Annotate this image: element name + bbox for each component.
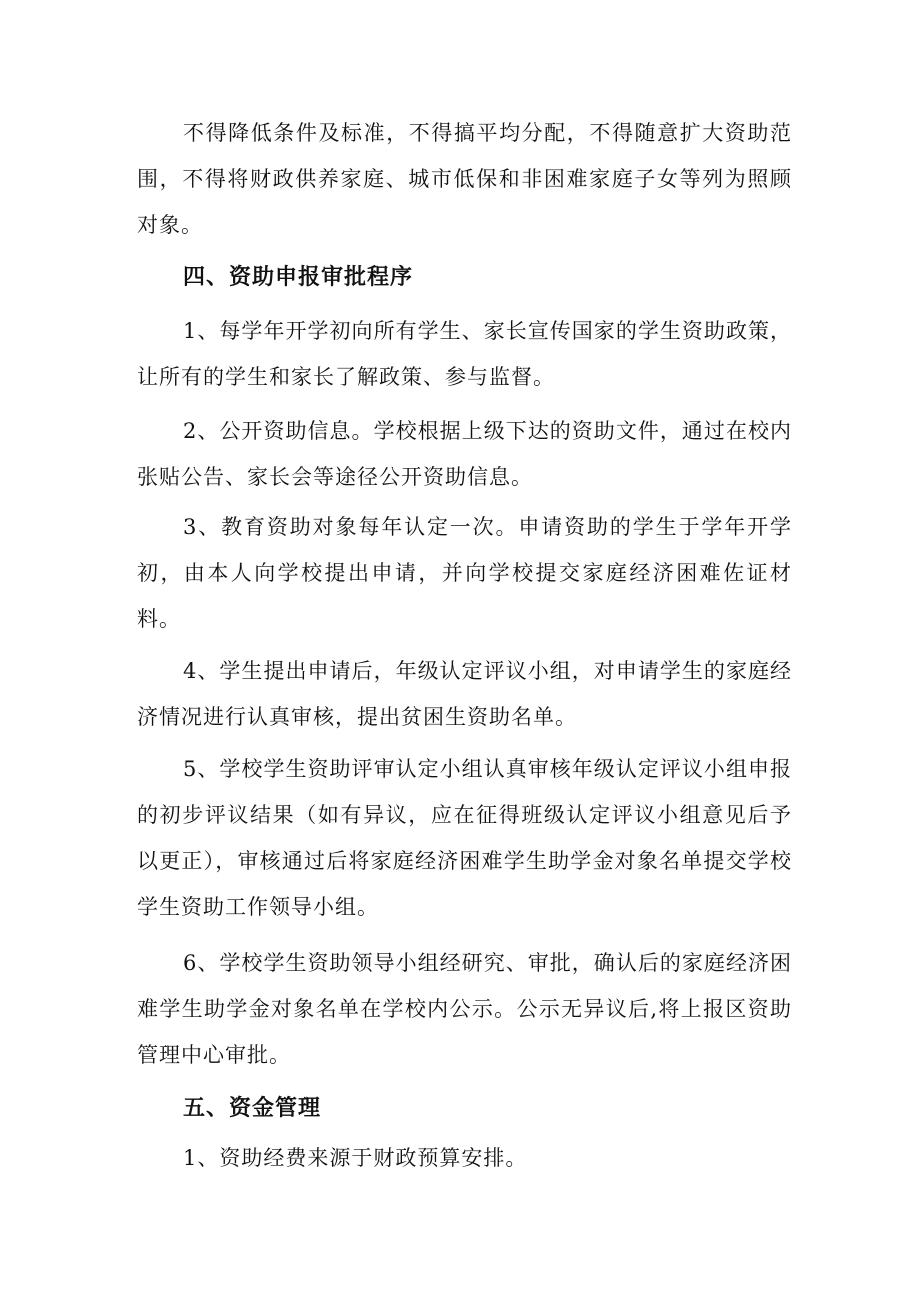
list-item: 1、资助经费来源于财政预算安排。: [183, 1146, 528, 1170]
list-item: 3、教育资助对象每年认定一次。申请资助的学生于学年开学初，由本人向学校提出申请，并向学校提交家庭经济困难佐证材料。: [137, 515, 792, 631]
list-item: 2、公开资助信息。学校根据上级下达的资助文件，通过在校内张贴公告、家长会等途径公开资助信息。: [137, 419, 792, 489]
list-item: 5、学校学生资助评审认定小组认真审核年级认定评议小组申报的初步评议结果（如有异议，应在征得班级认定评议小组意见后予以更正），审核通过后将家庭经济困难学生助学金对象名单提交学校学生资助工作领导小组。: [137, 757, 792, 919]
list-item: 4、学生提出申请后，年级认定评议小组，对申请学生的家庭经济情况进行认真审核，提出贫困生资助名单。: [137, 659, 792, 729]
section-heading-4: 四、资助申报审批程序: [183, 265, 414, 290]
paragraph-continued: 不得降低条件及标准，不得搞平均分配，不得随意扩大资助范围，不得将财政供养家庭、城市低保和非困难家庭子女等列为照顾对象。: [137, 121, 792, 237]
section-heading-5: 五、资金管理: [183, 1096, 322, 1121]
list-item: 6、学校学生资助领导小组经研究、审批，确认后的家庭经济困难学生助学金对象名单在学校内公示。公示无异议后,将上报区资助管理中心审批。: [137, 951, 792, 1067]
list-item: 1、每学年开学初向所有学生、家长宣传国家的学生资助政策，让所有的学生和家长了解政策、参与监督。: [137, 319, 792, 389]
